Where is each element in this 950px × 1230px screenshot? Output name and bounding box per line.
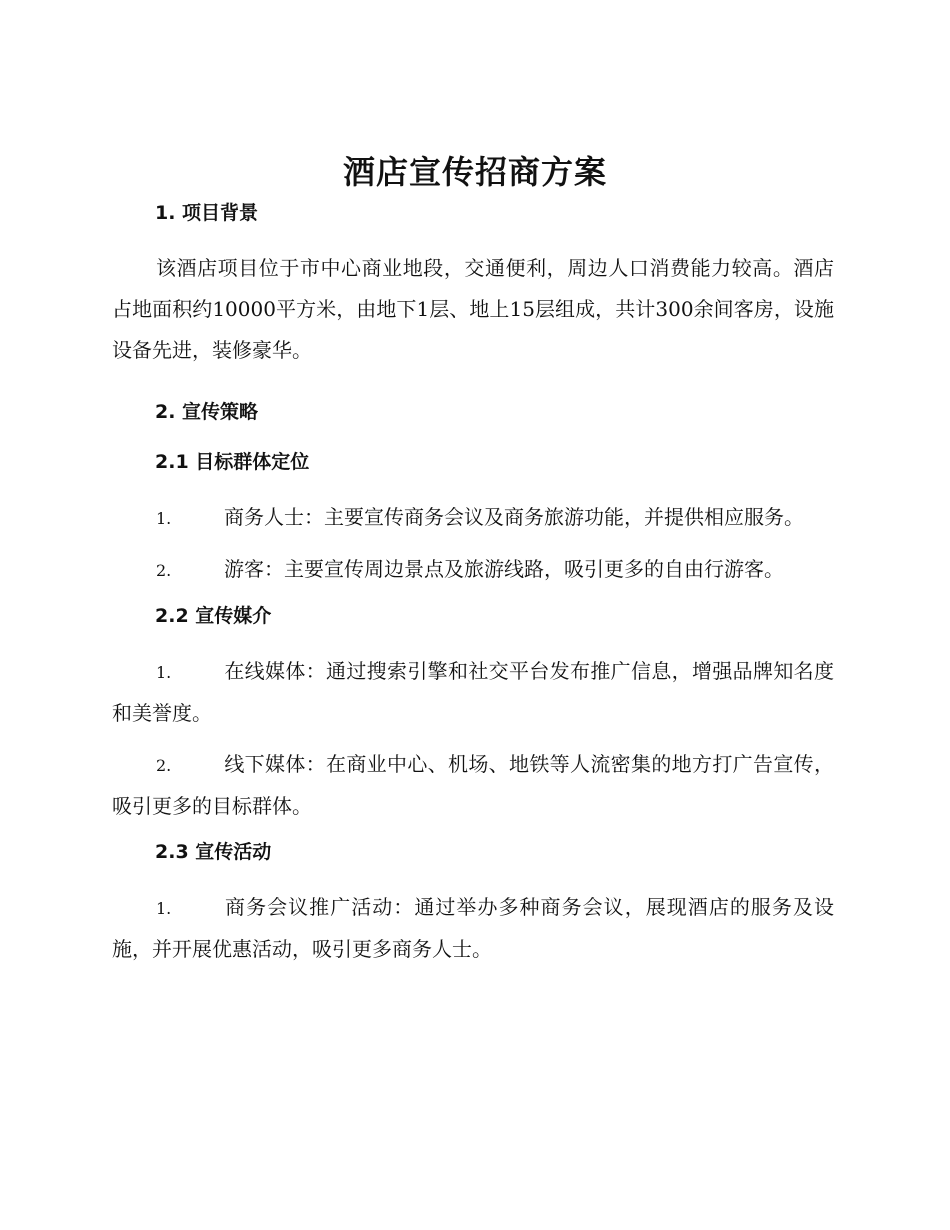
list-number: 1.: [156, 663, 172, 682]
section-heading-strategy: 2. 宣传策略: [155, 401, 259, 423]
list-item: [112, 549, 834, 591]
list-item: [112, 497, 834, 539]
subsection-heading-media: 2.2 宣传媒介: [155, 605, 272, 627]
subsection-heading-activities: 2.3 宣传活动: [155, 841, 272, 863]
list-number: 1.: [156, 899, 172, 918]
list-text: 商务人士：主要宣传商务会议及商务旅游功能，并提供相应服务。: [224, 505, 804, 529]
list-item: [112, 744, 834, 827]
list-text: 游客：主要宣传周边景点及旅游线路，吸引更多的自由行游客。: [224, 557, 784, 581]
list-item: [112, 651, 834, 734]
list-number: 1.: [156, 509, 172, 528]
list-number: 2.: [156, 756, 172, 775]
section-heading-background: 1. 项目背景: [155, 202, 259, 224]
list-text: 在线媒体：通过搜索引擎和社交平台发布推广信息，增强品牌知名度和美誉度。: [112, 659, 834, 725]
list-text: 商务会议推广活动：通过举办多种商务会议，展现酒店的服务及设施，并开展优惠活动，吸引更多商务人士。: [112, 895, 834, 961]
list-text: 线下媒体：在商业中心、机场、地铁等人流密集的地方打广告宣传，吸引更多的目标群体。: [112, 752, 834, 818]
list-item: [112, 887, 834, 970]
subsection-heading-target: 2.1 目标群体定位: [155, 451, 310, 473]
list-number: 2.: [156, 561, 172, 580]
background-paragraph: 该酒店项目位于市中心商业地段，交通便利，周边人口消费能力较高。酒店占地面积约10000平方米，由地下1层、地上15层组成，共计300余间客房，设施设备先进，装修豪华。: [112, 256, 834, 362]
document-body: [112, 198, 834, 980]
document-title: 酒店宣传招商方案: [342, 153, 607, 191]
